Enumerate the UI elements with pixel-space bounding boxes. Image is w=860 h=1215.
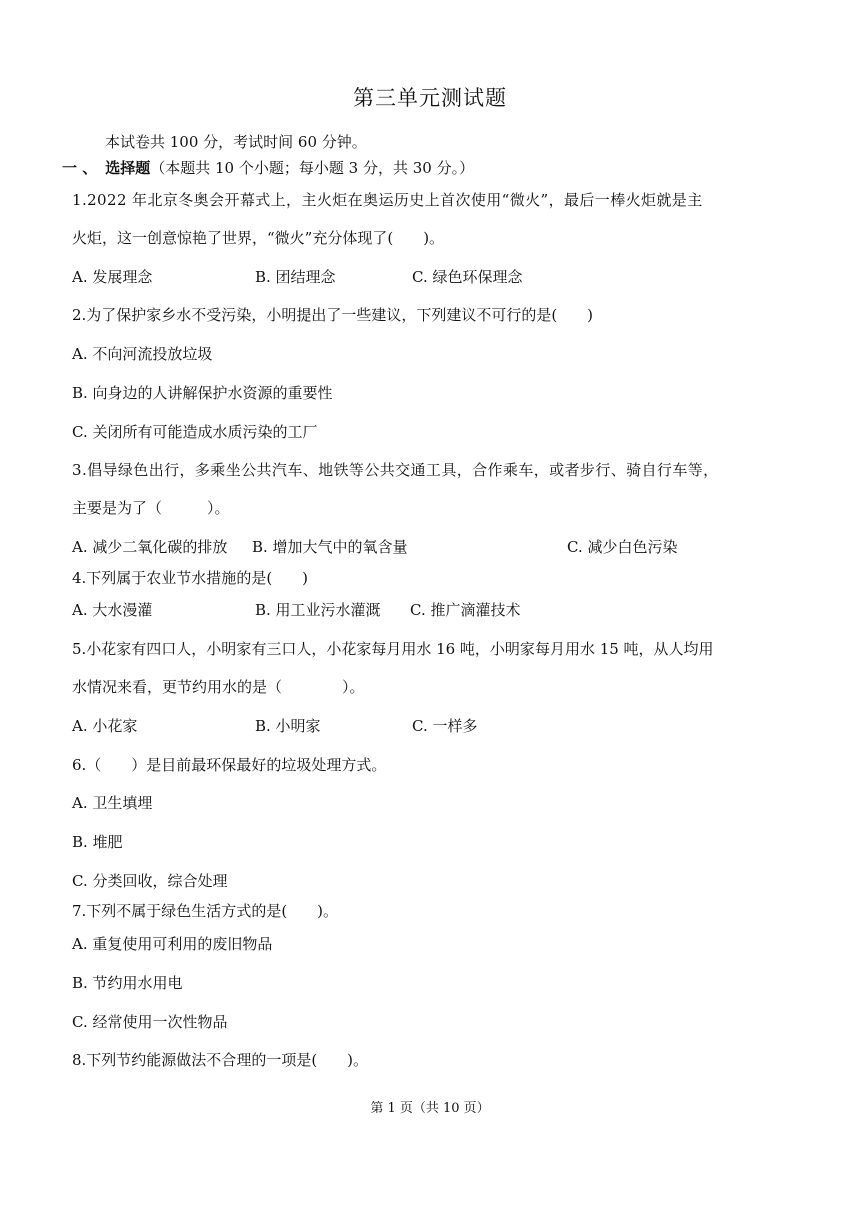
question-6-option-c: C. 分类回收，综合处理 [72, 872, 228, 890]
section-note: （本题共 10 个小题；每小题 3 分，共 30 分。） [150, 159, 475, 177]
section-heading [62, 158, 474, 178]
question-2-option-b: B. 向身边的人讲解保护水资源的重要性 [72, 384, 333, 402]
question-3-text-line1: 3.倡导绿色出行，多乘坐公共汽车、地铁等公共交通工具，合作乘车，或者步行、骑自行车等， [72, 461, 719, 479]
question-4-text: 4.下列属于农业节水措施的是( ) [72, 569, 309, 587]
question-8-text: 8.下列节约能源做法不合理的一项是( )。 [72, 1051, 369, 1069]
question-5-option-c: C. 一样多 [412, 717, 478, 735]
question-3-text-line2: 主要是为了（ ）。 [72, 499, 230, 517]
page-footer: 第 1 页（共 10 页） [370, 1101, 490, 1116]
question-4-options [72, 600, 792, 620]
question-1-option-c: C. 绿色环保理念 [412, 268, 523, 286]
question-4-option-a: A. 大水漫灌 [72, 601, 153, 619]
question-6-option-a: A. 卫生填埋 [72, 794, 153, 812]
question-5-option-a: A. 小花家 [72, 717, 138, 735]
question-5-text-line1: 5.小花家有四口人，小明家有三口人，小花家每月用水 16 吨，小明家每月用水 15 吨，从人均用 [72, 640, 714, 658]
question-2-option-a: A. 不向河流投放垃圾 [72, 345, 213, 363]
question-7-option-a: A. 重复使用可利用的废旧物品 [72, 935, 273, 953]
exam-intro: 本试卷共 100 分，考试时间 60 分钟。 [105, 133, 367, 151]
question-7-option-c: C. 经常使用一次性物品 [72, 1013, 228, 1031]
question-3-option-c: C. 减少白色污染 [567, 538, 678, 556]
question-1-option-b: B. 团结理念 [255, 268, 336, 286]
section-name: 选择题 [105, 159, 151, 177]
question-4-option-b: B. 用工业污水灌溉 [255, 601, 381, 619]
question-7-option-b: B. 节约用水用电 [72, 974, 183, 992]
question-2-text: 2.为了保护家乡水不受污染，小明提出了一些建议，下列建议不可行的是( ) [72, 306, 594, 324]
question-2-option-c: C. 关闭所有可能造成水质污染的工厂 [72, 423, 318, 441]
question-3-option-a: A. 减少二氧化碳的排放 [72, 538, 228, 556]
question-6-text: 6.（ ）是目前最环保最好的垃圾处理方式。 [72, 756, 387, 774]
question-3-options [72, 537, 792, 557]
question-4-option-c: C. 推广滴灌技术 [410, 601, 521, 619]
question-1-text-line2: 火炬，这一创意惊艳了世界，“微火”充分体现了( )。 [72, 229, 445, 247]
question-3-option-b: B. 增加大气中的氧含量 [252, 538, 408, 556]
question-1-text-line1: 1.2022 年北京冬奥会开幕式上，主火炬在奥运历史上首次使用“微火”，最后一棒火炬就是主 [72, 191, 703, 209]
question-1-option-a: A. 发展理念 [72, 268, 153, 286]
question-5-text-line2: 水情况来看，更节约用水的是（ ）。 [72, 678, 365, 696]
question-6-option-b: B. 堆肥 [72, 833, 123, 851]
section-number: 一 、 [62, 159, 98, 177]
question-5-options [72, 716, 792, 736]
question-5-option-b: B. 小明家 [255, 717, 321, 735]
page-title: 第三单元测试题 [353, 86, 507, 110]
question-7-text: 7.下列不属于绿色生活方式的是( )。 [72, 902, 339, 920]
question-1-options [72, 267, 792, 287]
